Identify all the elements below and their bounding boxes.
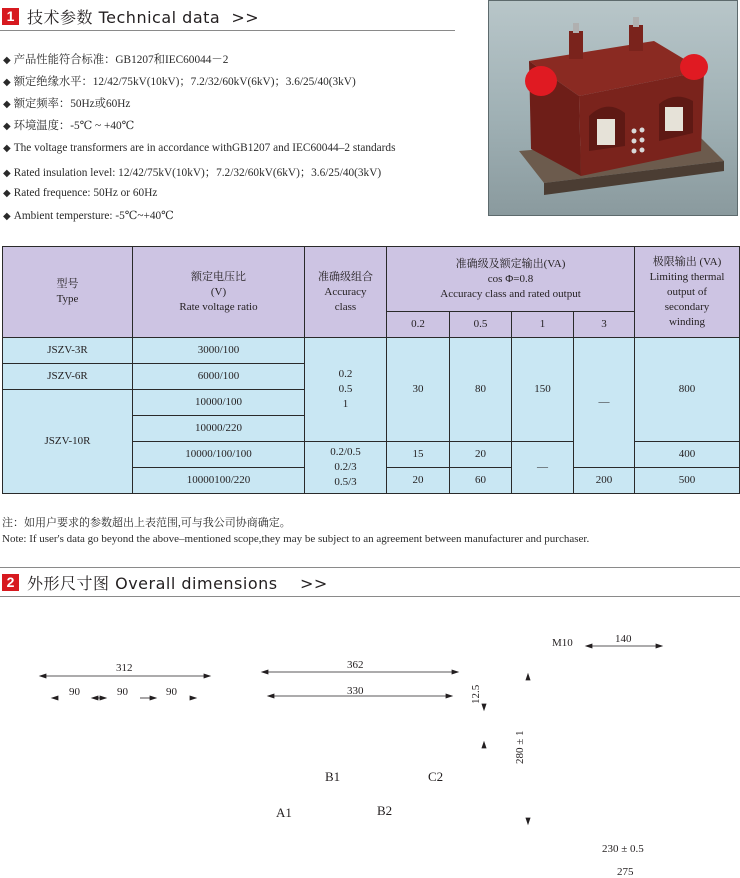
- accuracy-value: 0.2/0.5: [330, 446, 361, 458]
- section-number-badge: 2: [2, 574, 19, 591]
- dim-230: 230 ± 0.5: [602, 843, 644, 855]
- spec-text: 产品性能符合标准：GB1207和IEC60044－2: [13, 54, 229, 66]
- header-type: [3, 247, 133, 338]
- accuracy-value: 1: [342, 398, 349, 410]
- terminal-label-a1: A1: [276, 805, 292, 820]
- dim-275: 275: [617, 866, 634, 878]
- terminal-label-c2: C2: [428, 769, 444, 784]
- accuracy-value: 0.2: [338, 368, 353, 380]
- spec-line: [3, 209, 174, 222]
- accuracy-cell: [305, 442, 387, 494]
- dim-330: 330: [347, 685, 364, 697]
- section-title-cn: 外形尺寸图: [27, 573, 110, 593]
- type-cell: JSZV-10R: [3, 390, 133, 494]
- header-ratio-en: Rate voltage ratio: [179, 300, 258, 313]
- output-cell: —: [512, 442, 574, 494]
- spec-text: Rated frequence: 50Hz or 60Hz: [13, 187, 158, 199]
- dim-312: 312: [116, 662, 133, 674]
- header-output-en: Accuracy class and rated output: [440, 287, 581, 300]
- note-cn: 注：如用户要求的参数超出上表范围,可与我公司协商确定。: [2, 517, 291, 529]
- bullet-icon: ◆: [3, 55, 11, 66]
- header-output-cos: cos Φ=0.8: [487, 272, 534, 285]
- note-en: Note: If user's data go beyond the above–mentioned scope,they may be subject to an agreement between manufacturer and purchaser.: [2, 533, 590, 545]
- section-title-en: Technical data: [98, 7, 221, 27]
- accuracy-value: 0.2/3: [334, 461, 357, 473]
- section-title-arrows: >>: [231, 7, 260, 27]
- terminal-label-b2: B2: [377, 803, 393, 818]
- terminal-label-b1: B1: [325, 769, 341, 784]
- accuracy-value: 0.5/3: [334, 476, 357, 488]
- header-type-cn: 型号: [56, 278, 79, 290]
- output-cell: 80: [450, 338, 512, 442]
- spec-text: 环境温度：-5℃ ~ +40℃: [13, 120, 135, 132]
- spec-line: [3, 73, 356, 89]
- header-class: 3: [574, 312, 635, 338]
- header-class: 0.5: [450, 312, 512, 338]
- section-number-badge: 1: [2, 8, 19, 25]
- header-accuracy-en: class: [334, 300, 357, 313]
- ratio-cell: 6000/100: [133, 364, 305, 390]
- spec-line: [3, 117, 134, 133]
- output-cell: 150: [512, 338, 574, 442]
- header-limit-en: Limiting thermal: [649, 270, 725, 283]
- dim-90: 90: [117, 686, 128, 698]
- type-cell: JSZV-3R: [3, 338, 133, 364]
- dim-m10: M10: [552, 637, 573, 649]
- spec-text: Rated insulation level: 12/42/75kV(10kV)；7.2/32/60kV(6kV)；3.6/25/40(3kV): [13, 167, 382, 179]
- dim-12-5: 12.5: [470, 684, 482, 704]
- section-title: [27, 571, 328, 594]
- limit-cell: 500: [635, 468, 740, 494]
- header-limit-en: output of: [666, 285, 708, 298]
- ratio-cell: 10000/100: [133, 390, 305, 416]
- header-ratio: [133, 247, 305, 338]
- section-title-en: Overall dimensions: [115, 573, 278, 593]
- dim-280: 280 ± 1: [514, 730, 526, 764]
- spec-line: [3, 164, 381, 180]
- bullet-icon: ◆: [3, 188, 11, 199]
- dim-90: 90: [69, 686, 80, 698]
- spec-line: [3, 95, 130, 111]
- section-title: [27, 5, 259, 28]
- section-title-arrows: >>: [299, 573, 328, 593]
- bullet-icon: ◆: [3, 99, 11, 110]
- dim-140: 140: [615, 633, 632, 645]
- output-cell: 15: [387, 442, 450, 468]
- spec-text: 额定绝缘水平：12/42/75kV(10kV)；7.2/32/60kV(6kV)；3.6/25/40(3kV): [13, 76, 356, 88]
- bullet-icon: ◆: [3, 77, 11, 88]
- type-cell: JSZV-6R: [3, 364, 133, 390]
- ratio-cell: 10000/100/100: [133, 442, 305, 468]
- accuracy-value: 0.5: [338, 383, 353, 395]
- header-ratio-unit: (V): [210, 285, 227, 298]
- section-divider: [0, 596, 740, 597]
- accuracy-cell: [305, 338, 387, 442]
- ratio-cell: 10000100/220: [133, 468, 305, 494]
- bullet-icon: ◆: [3, 121, 11, 132]
- output-cell: —: [574, 338, 635, 468]
- header-limit: [635, 247, 740, 338]
- header-limit-en: secondary: [664, 300, 710, 313]
- section-title-cn: 技术参数: [27, 7, 94, 27]
- header-ratio-cn: 额定电压比: [191, 270, 246, 283]
- section-divider: [0, 30, 455, 31]
- output-cell: 20: [387, 468, 450, 494]
- output-cell: 30: [387, 338, 450, 442]
- dim-362: 362: [347, 659, 364, 671]
- header-type-en: Type: [56, 293, 79, 305]
- limit-cell: 400: [635, 442, 740, 468]
- header-output: [387, 247, 635, 312]
- spec-line: [3, 142, 395, 154]
- header-class: 0.2: [387, 312, 450, 338]
- technical-data-table: [2, 246, 740, 494]
- output-cell: 60: [450, 468, 512, 494]
- section-divider: [0, 567, 740, 568]
- header-class: 1: [512, 312, 574, 338]
- ratio-cell: 10000/220: [133, 416, 305, 442]
- spec-line: [3, 51, 228, 67]
- header-accuracy-en: Accuracy: [324, 285, 367, 298]
- transformer-illustration: [489, 1, 738, 216]
- bullet-icon: ◆: [3, 143, 11, 154]
- output-cell: 200: [574, 468, 635, 494]
- header-output-cn: 准确级及额定输出(VA): [455, 257, 566, 270]
- limit-cell: 800: [635, 338, 740, 442]
- bullet-icon: ◆: [3, 211, 11, 222]
- spec-text: Ambient tempersture: -5℃~+40℃: [13, 210, 174, 222]
- product-photo: [488, 0, 738, 216]
- section-header-technical-data: [0, 4, 259, 28]
- bullet-icon: ◆: [3, 168, 11, 179]
- header-accuracy-cn: 准确级组合: [318, 270, 373, 283]
- spec-text: 额定频率：50Hz或60Hz: [13, 98, 131, 110]
- spec-text: The voltage transformers are in accordance withGB1207 and IEC60044–2 standards: [13, 142, 396, 154]
- spec-line: [3, 187, 157, 199]
- header-limit-cn: 极限输出 (VA): [652, 255, 722, 268]
- dim-90: 90: [166, 686, 177, 698]
- output-cell: 20: [450, 442, 512, 468]
- header-limit-en: winding: [668, 315, 706, 328]
- section-header-overall-dimensions: [0, 570, 328, 594]
- header-accuracy: [305, 247, 387, 338]
- ratio-cell: 3000/100: [133, 338, 305, 364]
